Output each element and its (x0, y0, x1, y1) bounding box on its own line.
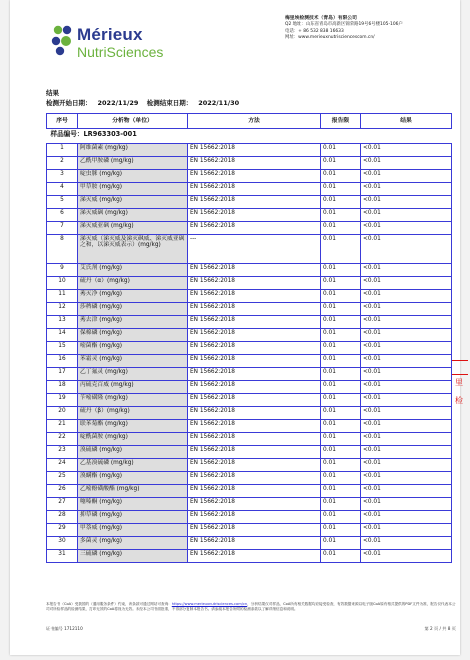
row-result: <0.01 (361, 446, 452, 459)
row-item: 硫丹（α）(mg/kg) (78, 277, 188, 290)
row-limit: 0.01 (321, 498, 361, 511)
row-item: 甲萘威 (mg/kg) (78, 524, 188, 537)
row-no: 5 (47, 196, 78, 209)
row-result: <0.01 (361, 303, 452, 316)
merieux-logo (50, 22, 180, 67)
sample-label: 样品编号： (50, 130, 84, 138)
row-result: <0.01 (361, 485, 452, 498)
row-no: 11 (47, 290, 78, 303)
row-method: EN 15662:2018 (188, 355, 321, 368)
row-method: EN 15662:2018 (188, 524, 321, 537)
row-method: EN 15662:2018 (188, 222, 321, 235)
red-side-mark (452, 360, 470, 410)
table-row (47, 394, 452, 407)
row-method: EN 15662:2018 (188, 433, 321, 446)
footer-text-1: 本报告书（CoA）受我国的（通用服务条件）约束，该条款可通过网站可查询： (46, 602, 172, 606)
row-method: EN 15662:2018 (188, 303, 321, 316)
row-item: 噻嗪酮 (mg/kg) (78, 498, 188, 511)
row-result: <0.01 (361, 394, 452, 407)
row-no: 18 (47, 381, 78, 394)
row-item: 涕灭威砜 (mg/kg) (78, 209, 188, 222)
logo-line2: NutriSciences (77, 44, 164, 60)
row-no: 16 (47, 355, 78, 368)
row-result: <0.01 (361, 144, 452, 157)
row-result: <0.01 (361, 459, 452, 472)
row-result: <0.01 (361, 235, 452, 264)
row-limit: 0.01 (321, 446, 361, 459)
page-number: 第 2 页 / 共 8 页 (424, 626, 456, 631)
table-row (47, 264, 452, 277)
table-row (47, 433, 452, 446)
row-method: EN 15662:2018 (188, 472, 321, 485)
sample-id: LR963303-001 (83, 130, 137, 138)
row-result: <0.01 (361, 329, 452, 342)
row-result: <0.01 (361, 264, 452, 277)
row-no: 21 (47, 420, 78, 433)
row-no: 22 (47, 433, 78, 446)
row-no: 24 (47, 459, 78, 472)
row-item: 溴螨酯 (mg/kg) (78, 472, 188, 485)
row-limit: 0.01 (321, 316, 361, 329)
row-item: 莠灭净 (mg/kg) (78, 290, 188, 303)
footer-disclaimer (46, 602, 456, 612)
row-method: EN 15662:2018 (188, 511, 321, 524)
side-mark-text (455, 374, 463, 410)
row-item: 抑草磷 (mg/kg) (78, 511, 188, 524)
row-limit: 0.01 (321, 290, 361, 303)
row-result: <0.01 (361, 342, 452, 355)
logo-mark-icon (50, 24, 76, 58)
row-item: 多菌灵 (mg/kg) (78, 537, 188, 550)
row-limit: 0.01 (321, 420, 361, 433)
end-date-label: 检测结束日期： (146, 99, 193, 107)
header-result: 结果 (361, 114, 452, 129)
company-info (285, 16, 460, 42)
row-no: 25 (47, 472, 78, 485)
row-result: <0.01 (361, 183, 452, 196)
row-method: EN 15662:2018 (188, 209, 321, 222)
row-item: 溴硫磷 (mg/kg) (78, 446, 188, 459)
start-date-label: 检测开始日期： (46, 99, 92, 107)
table-row (47, 368, 452, 381)
row-result: <0.01 (361, 170, 452, 183)
company-address: Q2 地址：山东省青岛市高新区锦荣路19号6号楼105-106户 (285, 22, 403, 28)
row-result: <0.01 (361, 550, 452, 563)
row-method: EN 15662:2018 (188, 459, 321, 472)
side-mark-char-1: 里 (455, 378, 463, 387)
row-limit: 0.01 (321, 368, 361, 381)
row-result: <0.01 (361, 524, 452, 537)
row-no: 30 (47, 537, 78, 550)
header-limit: 报告限 (321, 114, 361, 129)
row-item: 苄嘧磺隆 (mg/kg) (78, 394, 188, 407)
row-limit: 0.01 (321, 235, 361, 264)
row-limit: 0.01 (321, 264, 361, 277)
row-no: 28 (47, 511, 78, 524)
side-mark-char-2: 检 (455, 396, 463, 405)
table-row (47, 459, 452, 472)
row-limit: 0.01 (321, 433, 361, 446)
table-row (47, 446, 452, 459)
row-item: 涕灭威（涕灭威及涕灭砜威、涕灭威亚砜之和，以涕灭威表示）(mg/kg) (78, 235, 188, 264)
row-no: 19 (47, 394, 78, 407)
row-method: EN 15662:2018 (188, 446, 321, 459)
end-date: 2022/11/30 (198, 99, 240, 107)
row-limit: 0.01 (321, 381, 361, 394)
row-limit: 0.01 (321, 511, 361, 524)
row-item: 阿维菌素 (mg/kg) (78, 144, 188, 157)
table-row (47, 407, 452, 420)
row-item: 啶酰菌胺 (mg/kg) (78, 433, 188, 446)
table-row (47, 537, 452, 550)
table-row (47, 420, 452, 433)
row-method: EN 15662:2018 (188, 420, 321, 433)
row-result: <0.01 (361, 209, 452, 222)
row-method: EN 15662:2018 (188, 170, 321, 183)
row-result: <0.01 (361, 355, 452, 368)
table-row (47, 277, 452, 290)
row-item: 丙硫克百威 (mg/kg) (78, 381, 188, 394)
row-item: 莠去津 (mg/kg) (78, 316, 188, 329)
side-mark-line-top (452, 360, 468, 361)
row-result: <0.01 (361, 222, 452, 235)
row-item: 乙基溴硫磷 (mg/kg) (78, 459, 188, 472)
row-limit: 0.01 (321, 524, 361, 537)
row-no: 1 (47, 144, 78, 157)
row-item: 甲草胺 (mg/kg) (78, 183, 188, 196)
table-row (47, 550, 452, 563)
table-row (47, 303, 452, 316)
row-method: EN 15662:2018 (188, 368, 321, 381)
table-row (47, 316, 452, 329)
row-result: <0.01 (361, 537, 452, 550)
row-limit: 0.01 (321, 183, 361, 196)
row-method: EN 15662:2018 (188, 264, 321, 277)
table-row (47, 485, 452, 498)
row-item: 乙嘧酚磺酸酯 (mg/kg) (78, 485, 188, 498)
row-result: <0.01 (361, 420, 452, 433)
header-method: 方法 (188, 114, 321, 129)
row-no: 15 (47, 342, 78, 355)
report-page (10, 0, 460, 655)
row-no: 10 (47, 277, 78, 290)
table-row (47, 511, 452, 524)
table-row (47, 222, 452, 235)
row-limit: 0.01 (321, 170, 361, 183)
row-no: 2 (47, 157, 78, 170)
row-limit: 0.01 (321, 472, 361, 485)
table-row (47, 196, 452, 209)
row-result: <0.01 (361, 368, 452, 381)
row-limit: 0.01 (321, 459, 361, 472)
header-item: 分析物（单位） (78, 114, 188, 129)
header-no: 序号 (47, 114, 78, 129)
row-item: 乙酰甲胺磷 (mg/kg) (78, 157, 188, 170)
row-no: 3 (47, 170, 78, 183)
table-row (47, 183, 452, 196)
row-method: EN 15662:2018 (188, 329, 321, 342)
row-limit: 0.01 (321, 303, 361, 316)
row-result: <0.01 (361, 316, 452, 329)
row-limit: 0.01 (321, 485, 361, 498)
row-method: EN 15662:2018 (188, 485, 321, 498)
results-table (46, 113, 452, 563)
table-row (47, 235, 452, 264)
logo-line1: Mérieux (77, 25, 143, 44)
table-row (47, 342, 452, 355)
row-no: 12 (47, 303, 78, 316)
row-no: 7 (47, 222, 78, 235)
row-limit: 0.01 (321, 196, 361, 209)
row-result: <0.01 (361, 433, 452, 446)
footer-text-2: ，分析结果仅对样品，CoA所有相关数据均应接受检查，有效数据来源以电子版CoA原有格式提供的PDF文件为准，报告仅代表本公司对所检样品的检测结果，打印无效的CoA将视为无效。未经本公司书面批准，不得部分复制本报告书。请参阅本报告所附的检测条款以了解详细信息和说明。 (46, 602, 456, 611)
row-method: EN 15662:2018 (188, 550, 321, 563)
row-result: <0.01 (361, 498, 452, 511)
row-method: EN 15662:2018 (188, 144, 321, 157)
row-result: <0.01 (361, 472, 452, 485)
row-method: --- (188, 235, 321, 264)
row-limit: 0.01 (321, 222, 361, 235)
company-website: 网址：www.merieuxnutrisciencescom.cn/ (285, 35, 375, 41)
row-item: 苯霜灵 (mg/kg) (78, 355, 188, 368)
table-row (47, 329, 452, 342)
row-method: EN 15662:2018 (188, 381, 321, 394)
row-result: <0.01 (361, 277, 452, 290)
side-mark-line-mid (452, 374, 468, 375)
row-result: <0.01 (361, 290, 452, 303)
row-no: 26 (47, 485, 78, 498)
row-method: EN 15662:2018 (188, 183, 321, 196)
table-header-row (47, 114, 452, 129)
row-limit: 0.01 (321, 550, 361, 563)
row-limit: 0.01 (321, 209, 361, 222)
row-no: 23 (47, 446, 78, 459)
row-limit: 0.01 (321, 329, 361, 342)
section-title: 结果 (46, 89, 59, 97)
row-limit: 0.01 (321, 355, 361, 368)
row-no: 4 (47, 183, 78, 196)
table-row (47, 144, 452, 157)
row-item: 三硫磷 (mg/kg) (78, 550, 188, 563)
row-limit: 0.01 (321, 394, 361, 407)
row-no: 13 (47, 316, 78, 329)
sample-id-cell (47, 129, 452, 144)
table-row (47, 170, 452, 183)
table-row (47, 355, 452, 368)
row-no: 9 (47, 264, 78, 277)
row-no: 14 (47, 329, 78, 342)
row-item: 涕灭威亚砜 (mg/kg) (78, 222, 188, 235)
row-item: 啶虫脒 (mg/kg) (78, 170, 188, 183)
row-item: 涕灭威 (mg/kg) (78, 196, 188, 209)
certificate-number: 证书编号 1712110 (46, 626, 83, 631)
row-method: EN 15662:2018 (188, 157, 321, 170)
row-method: EN 15662:2018 (188, 316, 321, 329)
row-item: 联苯菊酯 (mg/kg) (78, 420, 188, 433)
row-limit: 0.01 (321, 157, 361, 170)
row-no: 20 (47, 407, 78, 420)
row-limit: 0.01 (321, 144, 361, 157)
row-method: EN 15662:2018 (188, 537, 321, 550)
row-method: EN 15662:2018 (188, 342, 321, 355)
row-item: 乙丁氟灵 (mg/kg) (78, 368, 188, 381)
row-item: 艾氏剂 (mg/kg) (78, 264, 188, 277)
row-no: 29 (47, 524, 78, 537)
table-row (47, 381, 452, 394)
company-name: 梅里埃检测技术（青岛）有限公司 (285, 16, 357, 21)
row-method: EN 15662:2018 (188, 196, 321, 209)
row-no: 17 (47, 368, 78, 381)
row-result: <0.01 (361, 381, 452, 394)
sample-row (47, 129, 452, 144)
row-item: 硫丹（β）(mg/kg) (78, 407, 188, 420)
table-row (47, 209, 452, 222)
row-item: 保棉磷 (mg/kg) (78, 329, 188, 342)
row-item: 嘧菌酯 (mg/kg) (78, 342, 188, 355)
row-no: 6 (47, 209, 78, 222)
test-dates (46, 98, 245, 107)
footer-link[interactable]: https://www.merieuxnutrisciences.com/cn (171, 602, 248, 606)
row-limit: 0.01 (321, 342, 361, 355)
row-method: EN 15662:2018 (188, 290, 321, 303)
table-row (47, 157, 452, 170)
row-no: 8 (47, 235, 78, 264)
row-limit: 0.01 (321, 407, 361, 420)
row-no: 31 (47, 550, 78, 563)
row-result: <0.01 (361, 196, 452, 209)
row-method: EN 15662:2018 (188, 277, 321, 290)
start-date: 2022/11/29 (97, 99, 139, 107)
row-result: <0.01 (361, 511, 452, 524)
row-result: <0.01 (361, 407, 452, 420)
row-method: EN 15662:2018 (188, 498, 321, 511)
row-no: 27 (47, 498, 78, 511)
company-phone: 电话：+ 86 532 838 16633 (285, 28, 344, 34)
table-row (47, 524, 452, 537)
row-method: EN 15662:2018 (188, 407, 321, 420)
table-row (47, 290, 452, 303)
row-limit: 0.01 (321, 277, 361, 290)
table-row (47, 498, 452, 511)
row-method: EN 15662:2018 (188, 394, 321, 407)
row-limit: 0.01 (321, 537, 361, 550)
row-item: 莎稗磷 (mg/kg) (78, 303, 188, 316)
table-row (47, 472, 452, 485)
row-result: <0.01 (361, 157, 452, 170)
